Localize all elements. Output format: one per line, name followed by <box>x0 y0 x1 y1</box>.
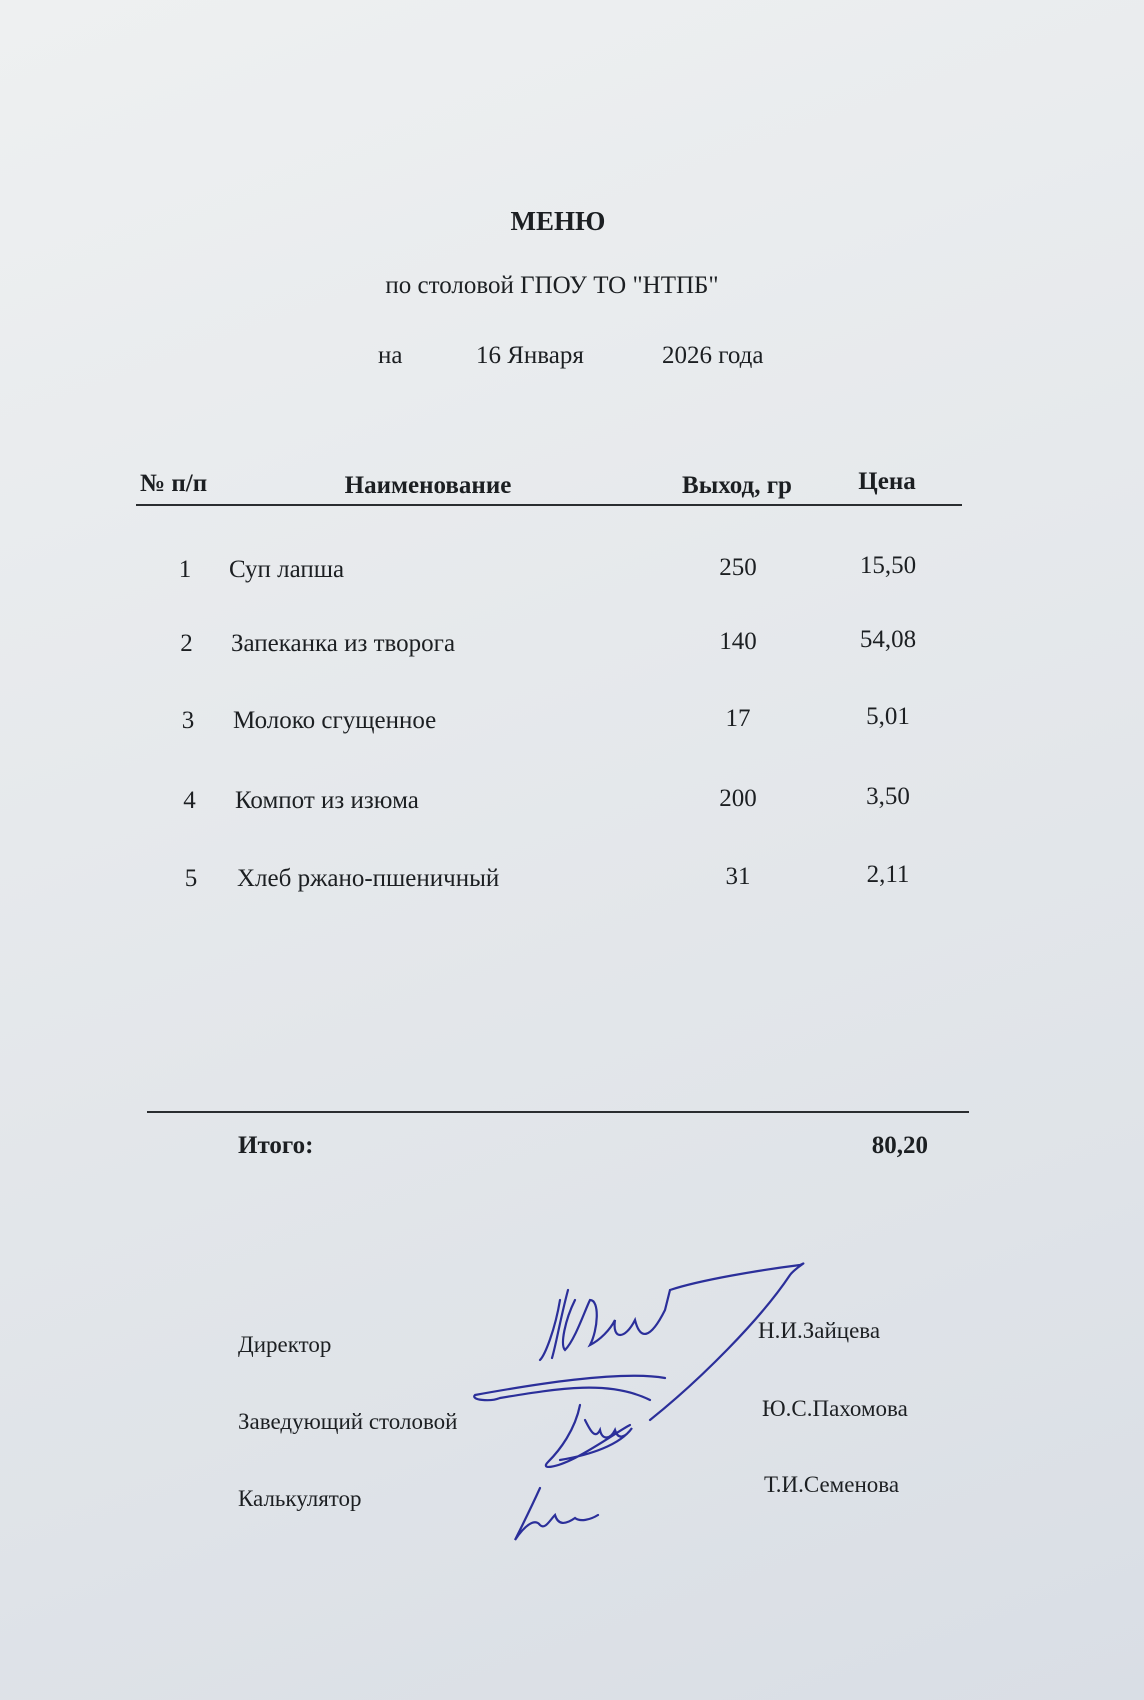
signature-canteen-head <box>546 1405 632 1467</box>
name-canteen-head: Ю.С.Пахомова <box>762 1396 908 1421</box>
document-title: МЕНЮ <box>510 206 606 236</box>
row-price: 2,11 <box>866 861 910 888</box>
document-subtitle: по столовой ГПОУ ТО "НТПБ" <box>385 272 719 299</box>
row-number: 4 <box>183 787 196 814</box>
header-output: Выход, гр <box>682 472 792 499</box>
role-calculator: Калькулятор <box>238 1486 362 1511</box>
row-output: 31 <box>725 863 751 890</box>
row-name: Суп лапша <box>229 556 345 583</box>
row-price: 15,50 <box>859 552 917 579</box>
row-name: Хлеб ржано-пшеничный <box>237 865 500 892</box>
date-day: 16 Января <box>476 342 584 369</box>
signature-calculator <box>515 1488 598 1540</box>
row-number: 3 <box>181 707 195 734</box>
header-name: Наименование <box>344 472 512 499</box>
row-price: 54,08 <box>859 626 917 653</box>
row-name: Молоко сгущенное <box>233 707 437 734</box>
role-canteen-head: Заведующий столовой <box>238 1409 458 1434</box>
row-price: 3,50 <box>866 783 910 810</box>
date-prefix: на <box>378 342 403 369</box>
row-number: 1 <box>178 556 192 583</box>
total-value: 80,20 <box>871 1132 928 1159</box>
role-director: Директор <box>238 1332 332 1357</box>
header-number: № п/п <box>140 470 208 497</box>
row-output: 140 <box>719 628 757 655</box>
row-output: 250 <box>719 554 757 581</box>
row-number: 2 <box>180 630 193 657</box>
row-name: Запеканка из творога <box>231 630 456 657</box>
row-output: 17 <box>725 705 751 732</box>
row-number: 5 <box>184 865 198 892</box>
signature-director <box>474 1263 803 1420</box>
name-calculator: Т.И.Семенова <box>764 1472 900 1497</box>
header-price: Цена <box>858 468 916 495</box>
date-year: 2026 года <box>662 342 764 369</box>
row-output: 200 <box>719 785 757 812</box>
row-price: 5,01 <box>866 703 910 730</box>
row-name: Компот из изюма <box>235 787 419 814</box>
name-director: Н.И.Зайцева <box>758 1318 881 1343</box>
total-label: Итого: <box>238 1132 314 1159</box>
